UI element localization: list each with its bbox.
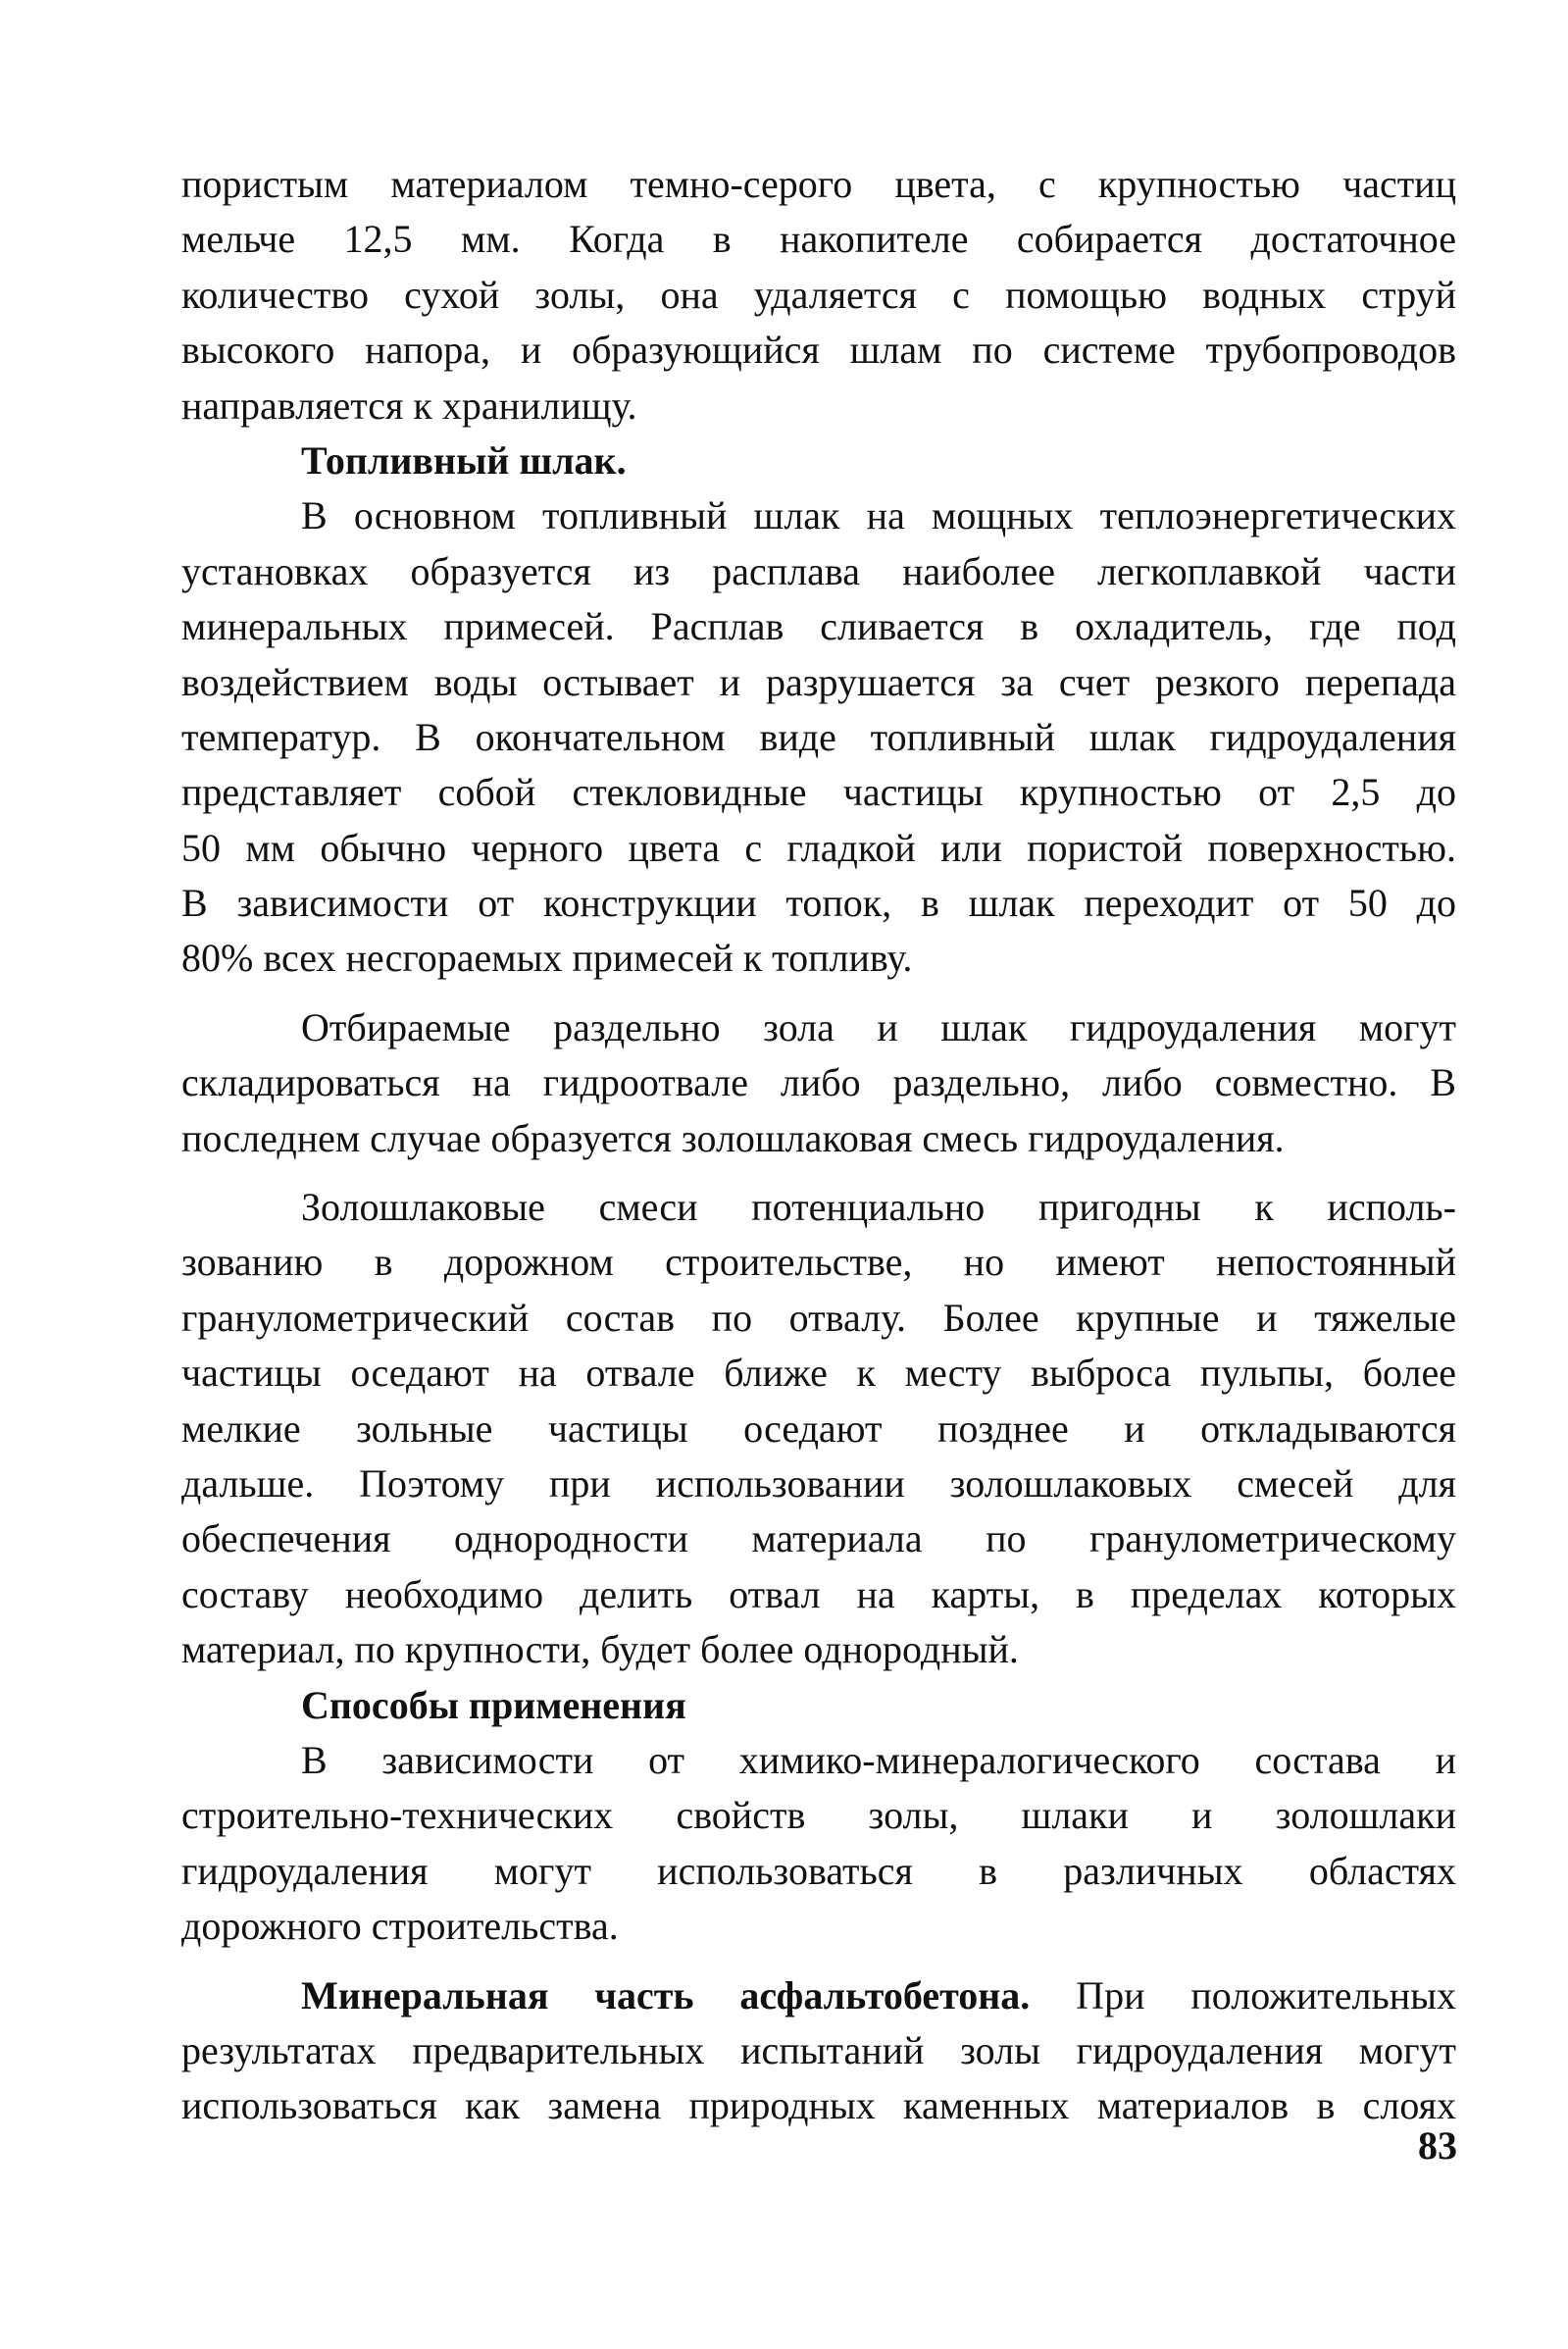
text-line: Отбираемые раздельно зола и шлак гидроудаления могут bbox=[301, 1004, 1456, 1049]
text-line: минеральных примесей. Расплав сливается в охладитель, где под bbox=[181, 604, 1456, 649]
paragraph-storage bbox=[181, 1000, 1456, 1166]
paragraph-asphalt bbox=[181, 1968, 1456, 2134]
text-line: гидроудаления могут использоваться в различных областях bbox=[181, 1848, 1456, 1893]
text-line: зованию в дорожном строительстве, но имеют непостоянный bbox=[181, 1240, 1456, 1285]
text-line: дальше. Поэтому при использовании золошлаковых смесей для bbox=[181, 1460, 1456, 1506]
text-line: мелкие зольные частицы оседают позднее и откладываются bbox=[181, 1405, 1456, 1451]
text-line: установках образуется из расплава наиболее легкоплавкой части bbox=[181, 548, 1456, 593]
text-line: результатах предварительных испытаний золы гидроудаления могут bbox=[181, 2027, 1456, 2072]
text-line: температур. В окончательном виде топливный шлак гидроудаления bbox=[181, 714, 1456, 759]
text-line: использоваться как замена природных каменных материалов в слоях bbox=[181, 2083, 1456, 2128]
text-line: высокого напора, и образующийся шлам по системе трубопроводов bbox=[181, 328, 1456, 373]
text-line: Золошлаковые смеси потенциально пригодны к исполь- bbox=[301, 1185, 1456, 1230]
text-line: дорожного строительства. bbox=[181, 1904, 619, 1949]
text-line: гранулометрический состав по отвалу. Более крупные и тяжелые bbox=[181, 1295, 1456, 1340]
text-line: В зависимости от конструкции топок, в шлак переходит от 50 до bbox=[181, 881, 1456, 926]
text-line: представляет собой стекловидные частицы крупностью от 2,5 до bbox=[181, 770, 1456, 815]
text-line: составу необходимо делить отвал на карты, в пределах которых bbox=[181, 1571, 1456, 1616]
text-line: 50 мм обычно черного цвета с гладкой или пористой поверхностью. bbox=[181, 825, 1456, 870]
text-line: материал, по крупности, будет более однородный. bbox=[181, 1627, 1019, 1672]
text-line-with-lead bbox=[181, 1968, 1456, 2023]
text-line: последнем случае образуется золошлаковая смесь гидроудаления. bbox=[181, 1115, 1285, 1160]
text-line: воздействием воды остывает и разрушается за счет резкого перепада bbox=[181, 659, 1456, 704]
text-run: При положительных bbox=[1030, 1972, 1456, 2017]
text-line: строительно-технических свойств золы, шлаки и золошлаки bbox=[181, 1793, 1456, 1838]
paragraph-application bbox=[181, 1733, 1456, 1955]
text-line: частицы оседают на отвале ближе к месту выброса пульпы, более bbox=[181, 1351, 1456, 1396]
inline-heading-asphalt: Минеральная часть асфальтобетона. bbox=[301, 1972, 1031, 2017]
section-heading-fuel-slag: Топливный шлак. bbox=[301, 437, 627, 483]
paragraph-mixtures bbox=[181, 1180, 1456, 1678]
text-line: В зависимости от химико-минералогического состава и bbox=[301, 1737, 1456, 1782]
page-number: 83 bbox=[1418, 2123, 1457, 2168]
text-line: 80% всех несгораемых примесей к топливу. bbox=[181, 936, 913, 981]
text-line: количество сухой золы, она удаляется с помощью водных струй bbox=[181, 272, 1456, 317]
text-line: мельче 12,5 мм. Когда в накопителе собирается достаточное bbox=[181, 217, 1456, 262]
text-line: В основном топливный шлак на мощных теплоэнергетических bbox=[301, 493, 1456, 538]
text-line: складироваться на гидроотвале либо раздельно, либо совместно. В bbox=[181, 1060, 1456, 1105]
paragraph-intro bbox=[181, 157, 1456, 434]
text-line: обеспечения однородности материала по гранулометрическому bbox=[181, 1516, 1456, 1561]
book-page bbox=[181, 157, 1456, 2134]
paragraph-fuel-slag bbox=[181, 488, 1456, 987]
section-heading-application: Способы применения bbox=[301, 1682, 686, 1727]
text-line: направляется к хранилищу. bbox=[181, 383, 637, 428]
text-line: пористым материалом темно-серого цвета, с крупностью частиц bbox=[181, 162, 1456, 206]
